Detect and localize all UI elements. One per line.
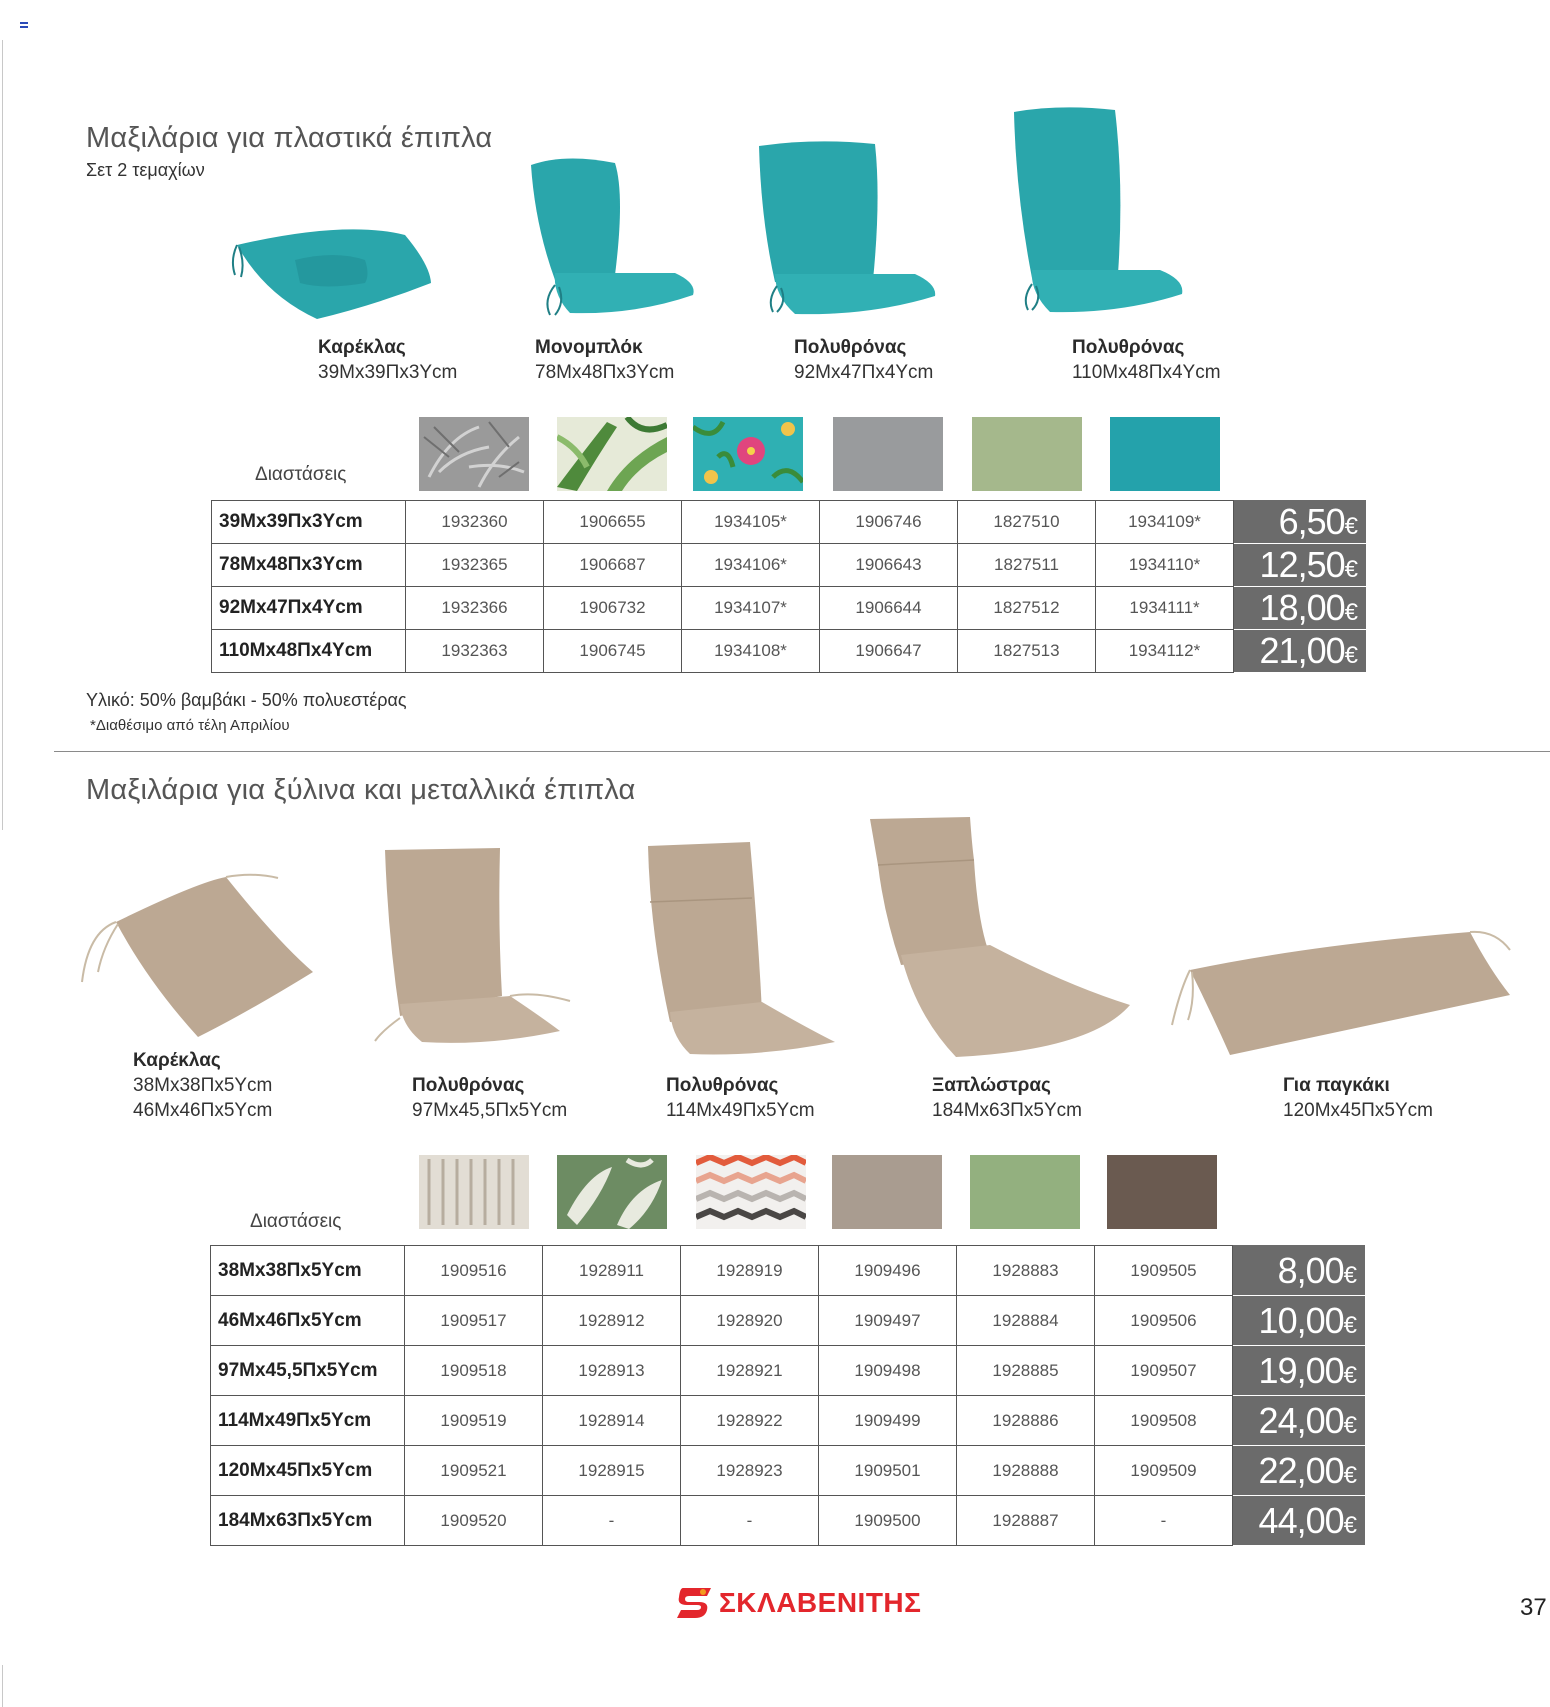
product-code-cell: 1909507 xyxy=(1095,1346,1233,1396)
product-code-cell: 1909497 xyxy=(819,1296,957,1346)
product-code-cell: 1934109* xyxy=(1096,501,1234,544)
product-lounger-cushion xyxy=(932,1074,1082,1123)
product-code-cell: 1928884 xyxy=(957,1296,1095,1346)
green-tropical-swatch xyxy=(557,417,667,491)
row-dimension: 97Mx45,5Πx5Ycm xyxy=(211,1346,405,1396)
product-code-cell: 1906732 xyxy=(544,587,682,630)
beige-stripe-swatch xyxy=(419,1155,529,1229)
dimensions-label: Διαστάσεις xyxy=(250,1211,342,1232)
armchair-cushion-image xyxy=(1010,106,1200,321)
product-code-cell: 1928888 xyxy=(957,1446,1095,1496)
product-code-cell: 1906655 xyxy=(544,501,682,544)
product-code-cell: 1928921 xyxy=(681,1346,819,1396)
product-code-cell: 1934107* xyxy=(682,587,820,630)
currency-symbol: € xyxy=(1344,599,1357,626)
product-dimensions: 78Mx48Πx3Ycm xyxy=(535,362,675,383)
product-code-cell: 1909506 xyxy=(1095,1296,1233,1346)
product-dimensions: 184Mx63Πx5Ycm xyxy=(932,1100,1082,1121)
product-seat-cushion xyxy=(318,336,457,385)
product-dimensions: 97Mx45,5Πx5Ycm xyxy=(412,1100,568,1121)
availability-note: *Διαθέσιμο από τέλη Απριλίου xyxy=(90,717,290,734)
section2-price-table xyxy=(210,1245,1365,1546)
price-value: 10,00 xyxy=(1258,1299,1344,1341)
product-code-cell: 1928883 xyxy=(957,1246,1095,1296)
row-dimension: 78Mx48Πx3Ycm xyxy=(212,544,406,587)
price-cell xyxy=(1233,1246,1365,1296)
product-code-cell: 1909517 xyxy=(405,1296,543,1346)
product-code-cell: 1909518 xyxy=(405,1346,543,1396)
section2-title: Μαξιλάρια για ξύλινα και μεταλλικά έπιπλα xyxy=(86,774,636,806)
product-armchair-cushion xyxy=(794,336,933,385)
product-code-cell: 1909498 xyxy=(819,1346,957,1396)
price-cell xyxy=(1233,1396,1365,1446)
table-row xyxy=(211,1396,1365,1446)
product-name: Πολυθρόνας xyxy=(666,1075,779,1096)
price-value: 6,50 xyxy=(1278,501,1345,542)
currency-symbol: € xyxy=(1343,1261,1356,1289)
brand-logo xyxy=(675,1585,921,1621)
section1-subtitle: Σετ 2 τεμαχίων xyxy=(86,160,205,180)
product-code-cell: 1909516 xyxy=(405,1246,543,1296)
currency-symbol: € xyxy=(1344,642,1357,669)
price-cell xyxy=(1233,1296,1365,1346)
taupe-swatch xyxy=(832,1155,942,1229)
price-cell xyxy=(1233,1446,1365,1496)
product-code-cell: - xyxy=(681,1496,819,1546)
product-code-cell: 1906745 xyxy=(544,630,682,673)
table-row xyxy=(211,1496,1365,1546)
row-dimension: 92Mx47Πx4Ycm xyxy=(212,587,406,630)
price-cell xyxy=(1233,1346,1365,1396)
price-cell xyxy=(1234,587,1366,630)
product-code-cell: 1906647 xyxy=(820,630,958,673)
product-code-cell: 1909521 xyxy=(405,1446,543,1496)
chevron-swatch xyxy=(696,1155,806,1229)
product-code-cell: 1909519 xyxy=(405,1396,543,1446)
product-code-cell: 1827512 xyxy=(958,587,1096,630)
product-code-cell: 1928912 xyxy=(543,1296,681,1346)
product-code-cell: 1928885 xyxy=(957,1346,1095,1396)
table-row xyxy=(212,544,1366,587)
product-code-cell: 1928915 xyxy=(543,1446,681,1496)
currency-symbol: € xyxy=(1343,1411,1356,1439)
product-code-cell: 1928920 xyxy=(681,1296,819,1346)
product-code-cell: 1906643 xyxy=(820,544,958,587)
price-value: 24,00 xyxy=(1258,1399,1344,1441)
turquoise-swatch xyxy=(1110,417,1220,491)
price-cell xyxy=(1233,1496,1365,1546)
product-code-cell: - xyxy=(543,1496,681,1546)
product-name: Για παγκάκι xyxy=(1283,1075,1390,1096)
product-code-cell: 1932363 xyxy=(406,630,544,673)
product-code-cell: - xyxy=(1095,1496,1233,1546)
page-edge xyxy=(2,40,3,830)
price-cell xyxy=(1234,544,1366,587)
product-dimensions: 46Mx46Πx5Ycm xyxy=(133,1100,273,1121)
row-dimension: 184Mx63Πx5Ycm xyxy=(211,1496,405,1546)
table-row xyxy=(212,587,1366,630)
section1-title: Μαξιλάρια για πλαστικά έπιπλα xyxy=(86,122,493,154)
table-row xyxy=(211,1246,1365,1296)
price-value: 22,00 xyxy=(1258,1449,1344,1491)
product-name: Καρέκλας xyxy=(318,337,406,358)
product-code-cell: 1932365 xyxy=(406,544,544,587)
product-code-cell: 1906644 xyxy=(820,587,958,630)
product-code-cell: 1909505 xyxy=(1095,1246,1233,1296)
price-value: 12,50 xyxy=(1259,544,1345,585)
product-code-cell: 1827513 xyxy=(958,630,1096,673)
product-code-cell: 1934105* xyxy=(682,501,820,544)
product-code-cell: 1934112* xyxy=(1096,630,1234,673)
currency-symbol: € xyxy=(1344,513,1357,540)
product-code-cell: 1934111* xyxy=(1096,587,1234,630)
seat-cushion-image xyxy=(225,215,445,325)
turquoise-hibiscus-swatch xyxy=(693,417,803,491)
armchair-cushion-image xyxy=(755,140,945,320)
product-name: Ξαπλώστρας xyxy=(932,1075,1051,1096)
table-row xyxy=(211,1346,1365,1396)
lounger-cushion-image xyxy=(866,815,1136,1060)
page-number: 37 xyxy=(1520,1594,1547,1621)
product-code-cell: 1928919 xyxy=(681,1246,819,1296)
product-dimensions: 92Mx47Πx4Ycm xyxy=(794,362,934,383)
table-row xyxy=(211,1446,1365,1496)
row-dimension: 46Mx46Πx5Ycm xyxy=(211,1296,405,1346)
grey-leaf-swatch xyxy=(419,417,529,491)
brown-swatch xyxy=(1107,1155,1217,1229)
product-code-cell: 1928887 xyxy=(957,1496,1095,1546)
armchair-cushion-image xyxy=(370,846,570,1046)
material-note: Υλικό: 50% βαμβάκι - 50% πολυεστέρας xyxy=(86,690,407,710)
product-bench-cushion xyxy=(1283,1074,1433,1123)
green-swatch xyxy=(970,1155,1080,1229)
product-armchair-cushion-large xyxy=(1072,336,1221,385)
table-row xyxy=(212,630,1366,673)
currency-symbol: € xyxy=(1343,1311,1356,1339)
table-row xyxy=(211,1296,1365,1346)
menu-icon xyxy=(20,22,28,28)
product-dimensions: 110Mx48Πx4Ycm xyxy=(1072,362,1221,383)
product-code-cell: 1909499 xyxy=(819,1396,957,1446)
row-dimension: 114Mx49Πx5Ycm xyxy=(211,1396,405,1446)
currency-symbol: € xyxy=(1343,1361,1356,1389)
product-code-cell: 1928923 xyxy=(681,1446,819,1496)
product-armchair-cushion-large xyxy=(666,1074,815,1123)
row-dimension: 39Mx39Πx3Ycm xyxy=(212,501,406,544)
product-code-cell: 1909500 xyxy=(819,1496,957,1546)
price-cell xyxy=(1234,501,1366,544)
product-code-cell: 1909509 xyxy=(1095,1446,1233,1496)
seat-cushion-image xyxy=(78,872,323,1042)
product-dimensions: 39Mx39Πx3Ycm xyxy=(318,362,458,383)
row-dimension: 38Mx38Πx5Ycm xyxy=(211,1246,405,1296)
currency-symbol: € xyxy=(1343,1511,1356,1539)
product-seat-cushion xyxy=(133,1049,272,1123)
green-leaf-swatch xyxy=(557,1155,667,1229)
price-value: 21,00 xyxy=(1259,630,1345,671)
product-name: Καρέκλας xyxy=(133,1050,221,1071)
currency-symbol: € xyxy=(1343,1461,1356,1489)
product-code-cell: 1934108* xyxy=(682,630,820,673)
product-code-cell: 1928913 xyxy=(543,1346,681,1396)
product-code-cell: 1909496 xyxy=(819,1246,957,1296)
product-code-cell: 1928922 xyxy=(681,1396,819,1446)
dimensions-label: Διαστάσεις xyxy=(255,464,347,485)
price-cell xyxy=(1234,630,1366,673)
product-code-cell: 1928886 xyxy=(957,1396,1095,1446)
product-code-cell: 1909520 xyxy=(405,1496,543,1546)
section1-price-table xyxy=(211,500,1366,673)
sage-green-swatch xyxy=(972,417,1082,491)
product-code-cell: 1928911 xyxy=(543,1246,681,1296)
product-code-cell: 1906687 xyxy=(544,544,682,587)
product-dimensions: 114Mx49Πx5Ycm xyxy=(666,1100,815,1121)
price-value: 19,00 xyxy=(1258,1349,1344,1391)
table-row xyxy=(212,501,1366,544)
product-monobloc-cushion xyxy=(535,336,674,385)
row-dimension: 110Mx48Πx4Ycm xyxy=(212,630,406,673)
brand-logo-icon xyxy=(675,1586,713,1620)
product-code-cell: 1928914 xyxy=(543,1396,681,1446)
product-code-cell: 1909508 xyxy=(1095,1396,1233,1446)
product-code-cell: 1909501 xyxy=(819,1446,957,1496)
monobloc-cushion-image xyxy=(525,155,700,320)
product-code-cell: 1827510 xyxy=(958,501,1096,544)
price-value: 18,00 xyxy=(1259,587,1345,628)
grey-swatch xyxy=(833,417,943,491)
product-dimensions: 120Mx45Πx5Ycm xyxy=(1283,1100,1433,1121)
price-value: 44,00 xyxy=(1258,1499,1344,1541)
page-edge xyxy=(2,1665,3,1707)
product-name: Πολυθρόνας xyxy=(794,337,907,358)
brand-name: ΣΚΛΑΒΕΝΙΤΗΣ xyxy=(719,1587,922,1618)
row-dimension: 120Mx45Πx5Ycm xyxy=(211,1446,405,1496)
product-name: Μονομπλόκ xyxy=(535,337,643,358)
product-dimensions: 38Mx38Πx5Ycm xyxy=(133,1075,273,1096)
product-code-cell: 1934106* xyxy=(682,544,820,587)
product-name: Πολυθρόνας xyxy=(412,1075,525,1096)
armchair-cushion-image xyxy=(640,842,840,1057)
section-divider xyxy=(54,751,1550,752)
product-code-cell: 1934110* xyxy=(1096,544,1234,587)
price-value: 8,00 xyxy=(1277,1249,1344,1291)
product-name: Πολυθρόνας xyxy=(1072,337,1185,358)
product-code-cell: 1932366 xyxy=(406,587,544,630)
bench-cushion-image xyxy=(1170,930,1515,1060)
product-code-cell: 1906746 xyxy=(820,501,958,544)
product-code-cell: 1932360 xyxy=(406,501,544,544)
currency-symbol: € xyxy=(1344,556,1357,583)
product-code-cell: 1827511 xyxy=(958,544,1096,587)
product-armchair-cushion xyxy=(412,1074,567,1123)
